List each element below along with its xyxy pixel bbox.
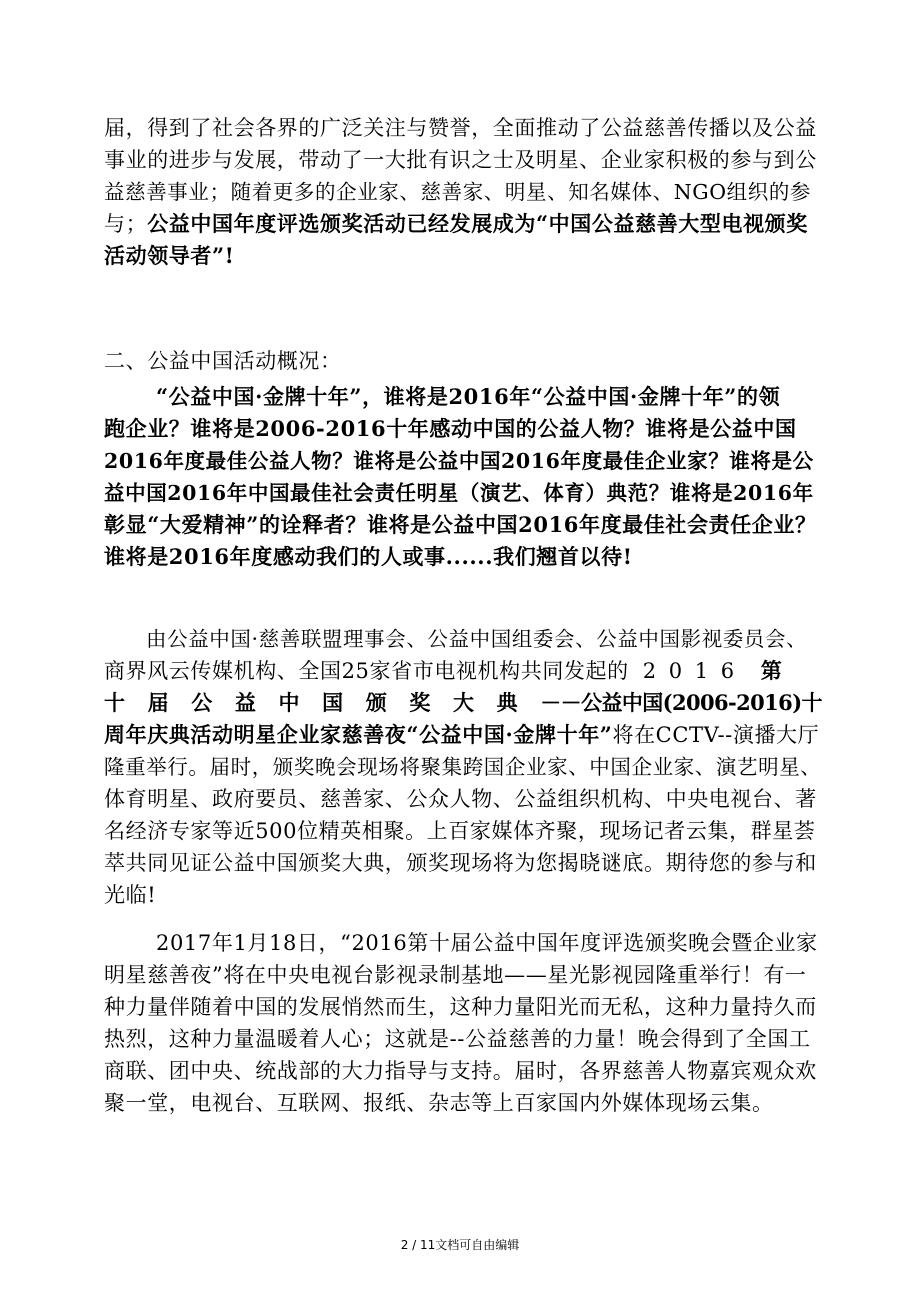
intro-line-1: 届，得到了社会各界的广泛关注与赞誉，全面推动了公益慈善传播以及公益 — [104, 116, 817, 140]
event-line-2-text: 商界风云传媒机构、全国25家省市电视机构共同发起的 — [104, 659, 629, 683]
questions-line-5: 彰显“大爱精神”的诠释者？谁将是公益中国2016年度最佳社会责任企业？ — [104, 512, 817, 537]
event-line-2-char: 2 — [642, 659, 657, 683]
event-line-2-char: 1 — [694, 659, 709, 683]
event-line-1: 由公益中国·慈善联盟理事会、公益中国组委会、公益中国影视委员会、 — [146, 627, 808, 651]
event-line-3-char: 届 — [147, 690, 170, 715]
event-paragraph — [104, 623, 822, 911]
event-line-3-char: 颁 — [365, 690, 388, 715]
questions-paragraph — [104, 381, 822, 573]
event-line-3-char: 益 — [234, 690, 257, 715]
intro-line-4-normal: 与； — [104, 212, 148, 236]
page-footer: 2 / 11文档可自由编辑 — [400, 1238, 520, 1252]
event-line-9: 光临! — [104, 883, 157, 907]
gala-paragraph — [104, 927, 822, 1119]
intro-line-3: 益慈善事业；随着更多的企业家、慈善家、明星、知名媒体、NGO组织的参 — [104, 180, 812, 204]
event-line-3-char: 典 — [496, 690, 519, 715]
event-line-4-bold: 周年庆典活动明星企业家慈善夜“公益中国·金牌十年” — [104, 722, 613, 747]
event-line-2-char: 6 — [720, 659, 735, 683]
gala-line-2: 明星慈善夜”将在中央电视台影视录制基地——星光影视园隆重举行！有一 — [104, 963, 807, 987]
event-line-2-char: 第 — [760, 658, 783, 683]
event-line-2-char: 0 — [668, 659, 683, 683]
event-line-7: 名经济专家等近500位精英相聚。上百家媒体齐聚，现场记者云集，群星荟 — [104, 819, 816, 843]
event-line-3-tail: －－公益中国(2006-2016)十 — [540, 690, 822, 715]
intro-line-2: 事业的进步与发展，带动了一大批有识之士及明星、企业家积极的参与到公 — [104, 148, 817, 172]
gala-line-5: 商联、团中央、统战部的大力指导与支持。届时，各界慈善人物嘉宾观众欢 — [104, 1059, 817, 1083]
intro-line-5: 活动领导者”! — [104, 243, 235, 268]
event-line-3-char: 公 — [191, 690, 213, 715]
event-line-3-char: 十 — [104, 690, 126, 715]
section-2-heading: 二、公益中国活动概况： — [104, 349, 342, 373]
event-line-8: 萃共同见证公益中国颁奖大典，颁奖现场将为您揭晓谜底。期待您的参与和 — [104, 851, 817, 875]
questions-line-4: 益中国2016年中国最佳社会责任明星（演艺、体育）典范？谁将是2016年 — [104, 481, 814, 505]
intro-paragraph — [104, 112, 822, 272]
event-line-3-char: 中 — [278, 690, 301, 715]
intro-line-4-bold: 公益中国年度评选颁奖活动已经发展成为“中国公益慈善大型电视颁奖 — [147, 211, 808, 236]
event-line-6: 体育明星、政府要员、慈善家、公众人物、公益组织机构、中央电视台、著 — [104, 787, 817, 811]
event-line-4-normal: 将在CCTV--演播大厅 — [612, 723, 820, 747]
event-line-3 — [104, 687, 822, 719]
event-line-3-char: 奖 — [409, 690, 431, 715]
gala-line-1: 2017年1月18日，“2016第十届公益中国年度评选颁奖晚会暨企业家 — [156, 931, 818, 955]
questions-line-1: “公益中国·金牌十年”，谁将是2016年“公益中国·金牌十年”的领 — [156, 384, 781, 409]
intro-line-4 — [104, 208, 822, 240]
event-line-3-char: 大 — [453, 690, 475, 715]
event-line-4 — [104, 719, 822, 751]
section-heading — [104, 345, 822, 377]
gala-line-6: 聚一堂，电视台、互联网、报纸、杂志等上百家国内外媒体现场云集。 — [104, 1091, 774, 1115]
event-line-3-char: 国 — [322, 690, 344, 715]
event-line-5: 隆重举行。届时，颁奖晚会现场将聚集跨国企业家、中国企业家、演艺明星、 — [104, 755, 822, 779]
questions-line-2: 跑企业？谁将是2006-2016十年感动中国的公益人物？谁将是公益中国 — [104, 416, 797, 441]
event-line-2 — [104, 655, 822, 687]
questions-line-6: 谁将是2016年度感动我们的人或事......我们翘首以待! — [104, 544, 633, 569]
gala-line-3: 种力量伴随着中国的发展悄然而生，这种力量阳光而无私，这种力量持久而 — [104, 995, 817, 1019]
questions-line-3: 2016年度最佳公益人物？谁将是公益中国2016年度最佳企业家？谁将是公 — [104, 449, 814, 473]
gala-line-4: 热烈，这种力量温暖着人心；这就是--公益慈善的力量！晚会得到了全国工 — [104, 1027, 811, 1051]
